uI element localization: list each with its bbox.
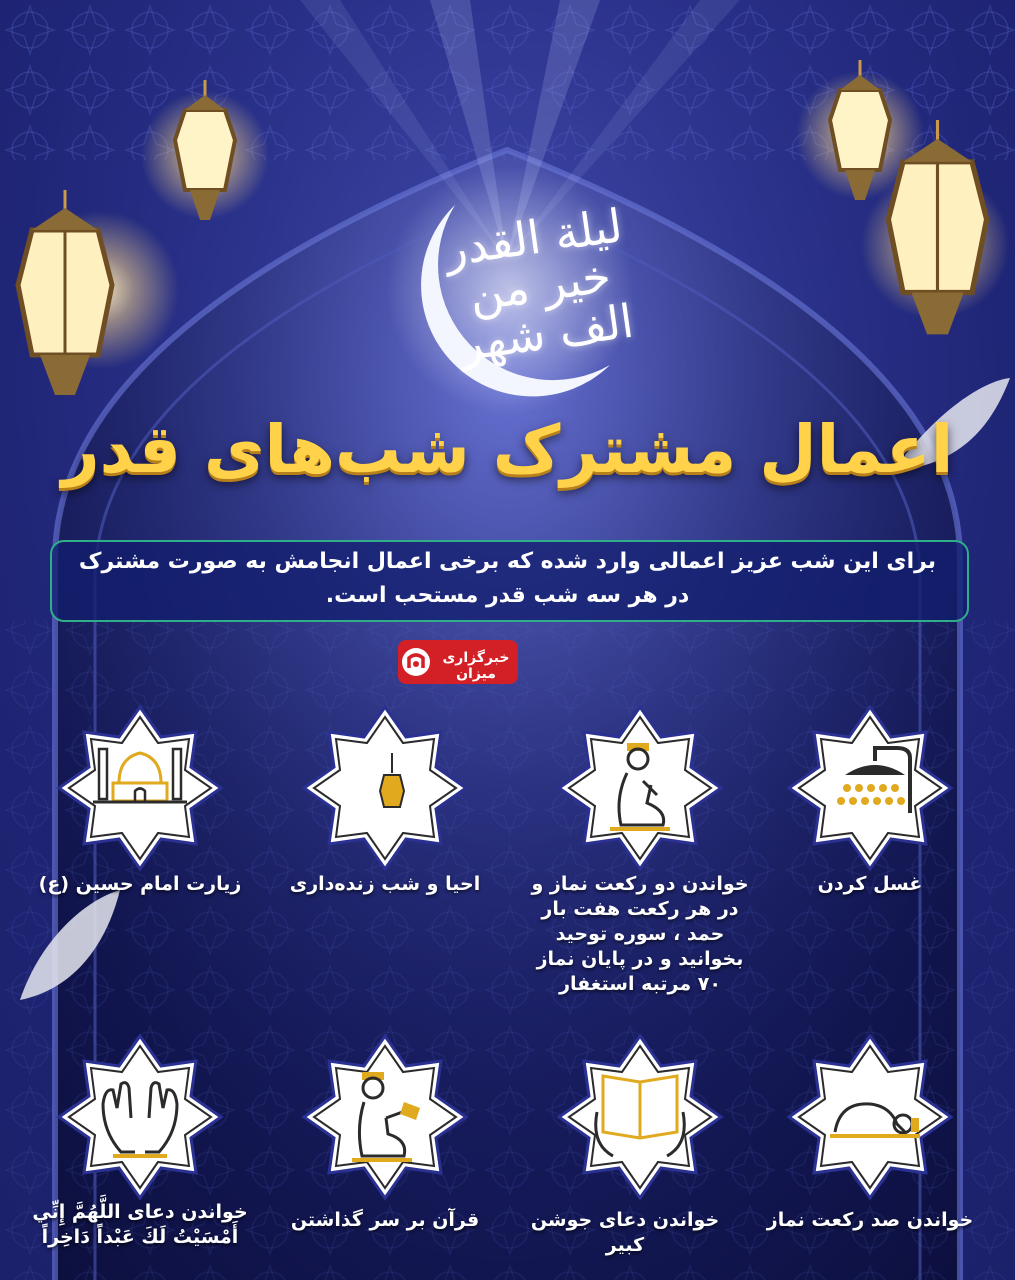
lantern-icon [165,80,245,230]
lantern-icon [880,115,995,355]
item-label: زیارت امام حسین (ع) [38,873,242,895]
item-card-ziyarat [55,703,225,873]
item-label: خواندن دعای اللَّهُمَّ إِنِّي أَمْسَيْتُ لَكَ عَبْداً دَاخِراً [32,1201,248,1248]
item-card-vigil [300,703,470,873]
reading-man-icon [300,1032,470,1202]
shower-icon [785,703,955,873]
praying-man-icon [555,703,725,873]
item-card-hundred-rakat [785,1032,955,1202]
intro-text: برای این شب عزیز اعمالی وارد شده که برخی اعمال انجامش به صورت مشترک در هر سه شب قدر مستحب است. [78,549,937,608]
page-title: اعمال مشترک شب‌های قدر [61,411,954,488]
dua-hands-icon [55,1032,225,1202]
item-label: غسل کردن [817,873,923,895]
item-card-quran [300,1032,470,1202]
item-card-jawshan [555,1032,725,1202]
lantern-icon [10,190,120,410]
item-card-dua [55,1032,225,1202]
item-label: خواندن دو رکعت نماز و در هر رکعت هفت بار حمد ، سوره توحید بخوانید و در پایان نماز ۷۰ مرتبه استغفار [531,873,749,995]
item-label: قرآن بر سر گذاشتن [290,1209,480,1231]
item-label: خواندن صد رکعت نماز [766,1209,974,1231]
agency-name: خبرگزاری میزان [442,650,510,682]
open-book-hands-icon [555,1032,725,1202]
mosque-icon [55,703,225,873]
crescent-lantern-icon [300,703,470,873]
item-card-ghusl [785,703,955,873]
calligraphy-text: ليلة القدر خير من الف شهر [440,197,637,372]
prostration-icon [785,1032,955,1202]
item-label: احیا و شب زنده‌داری [289,873,481,895]
item-card-prayer [555,703,725,873]
mizan-logo-icon [400,646,432,678]
item-label: خواندن دعای جوشن کبیر [530,1209,720,1256]
